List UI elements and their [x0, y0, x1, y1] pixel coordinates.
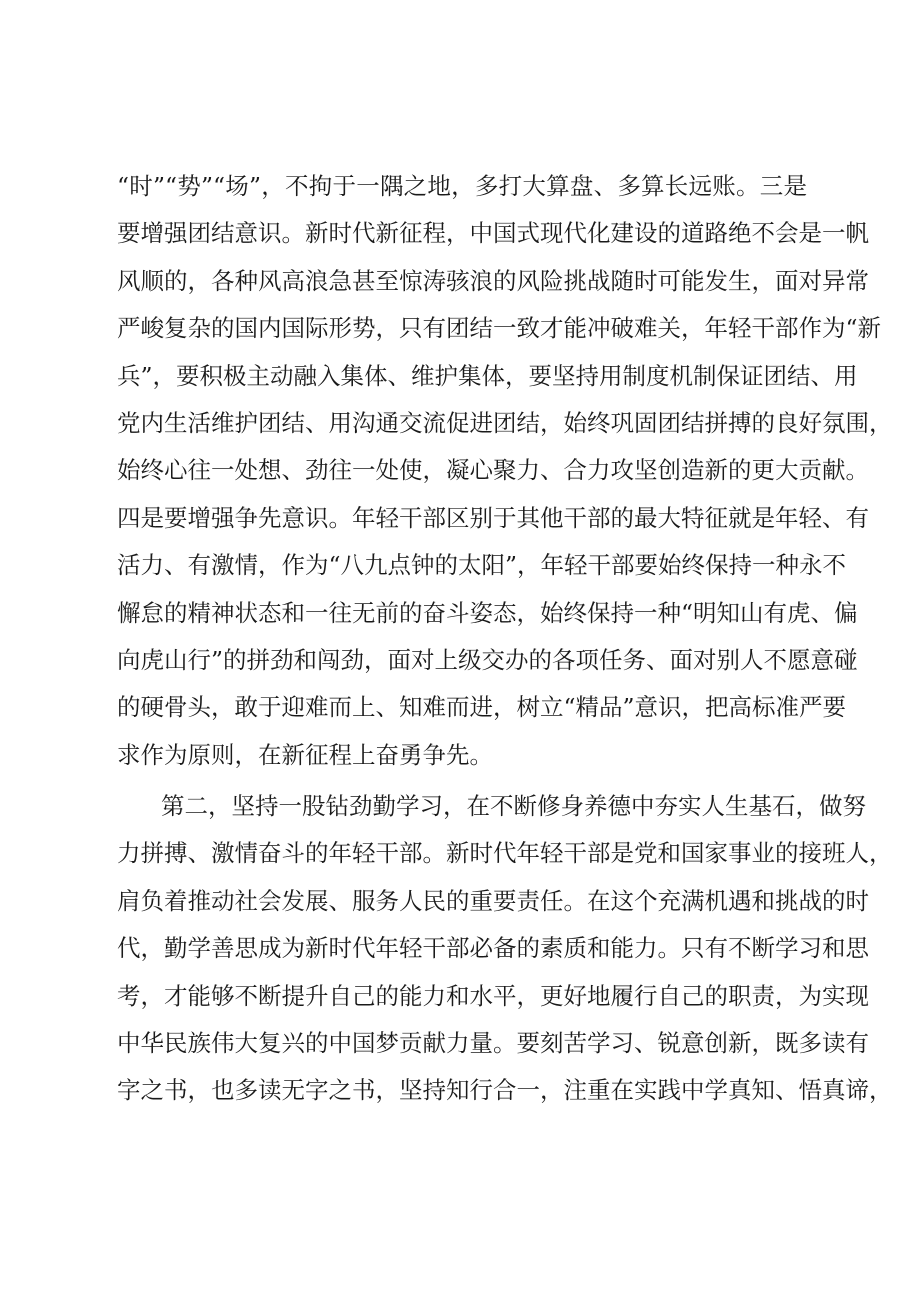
text-line: 兵”，要积极主动融入集体、维护集体，要坚持用制度机制保证团结、用 [117, 361, 858, 390]
text-line: 的硬骨头，敢于迎难而上、知难而进，树立“精品”意识，把高标准严要 [117, 693, 847, 722]
paragraph-1 [117, 163, 893, 779]
text-line: 力拼搏、激情奋斗的年轻干部。新时代年轻干部是党和国家事业的接班人， [117, 839, 893, 868]
text-line: 求作为原则，在新征程上奋勇争先。 [117, 740, 493, 769]
text-line: 四是要增强争先意识。年轻干部区别于其他干部的最大特征就是年轻、有 [117, 503, 869, 532]
text-line: 懈怠的精神状态和一往无前的奋斗姿态，始终保持一种“明知山有虎、偏 [117, 598, 858, 627]
text-line: 党内生活维护团结、用沟通交流促进团结，始终巩固团结拼搏的良好氛围， [117, 408, 893, 437]
text-line: 中华民族伟大复兴的中国梦贡献力量。要刻苦学习、锐意创新，既多读有 [117, 1029, 869, 1058]
text-line: 活力、有激情，作为“八九点钟的太阳”，年轻干部要始终保持一种永不 [117, 551, 847, 580]
text-line: 风顺的，各种风高浪急甚至惊涛骇浪的风险挑战随时可能发生，面对异常 [117, 266, 869, 295]
text-line: 字之书，也多读无字之书，坚持知行合一，注重在实践中学真知、悟真谛， [117, 1076, 893, 1105]
text-line: 肩负着推动社会发展、服务人民的重要责任。在这个充满机遇和挑战的时 [117, 886, 869, 915]
text-line: 始终心往一处想、劲往一处使，凝心聚力、合力攻坚创造新的更大贡献。 [117, 456, 869, 485]
text-line: 严峻复杂的国内国际形势，只有团结一致才能冲破难关，年轻干部作为“新 [117, 314, 882, 343]
text-line: 向虎山行”的拼劲和闯劲，面对上级交办的各项任务、面对别人不愿意碰 [117, 645, 858, 674]
text-line: 代，勤学善思成为新时代年轻干部必备的素质和能力。只有不断学习和思 [117, 934, 869, 963]
text-line: 第二，坚持一股钻劲勤学习，在不断修身养德中夯实人生基石，做努 [161, 792, 866, 821]
body-text [117, 163, 893, 1115]
text-line: “时”“势”“场”，不拘于一隅之地，多打大算盘、多算长远账。三是 [117, 172, 807, 200]
text-line: 考，才能够不断提升自己的能力和水平，更好地履行自己的职责，为实现 [117, 981, 869, 1010]
paragraph-2 [117, 783, 893, 1115]
text-line: 要增强团结意识。新时代新征程，中国式现代化建设的道路绝不会是一帆 [117, 219, 869, 248]
